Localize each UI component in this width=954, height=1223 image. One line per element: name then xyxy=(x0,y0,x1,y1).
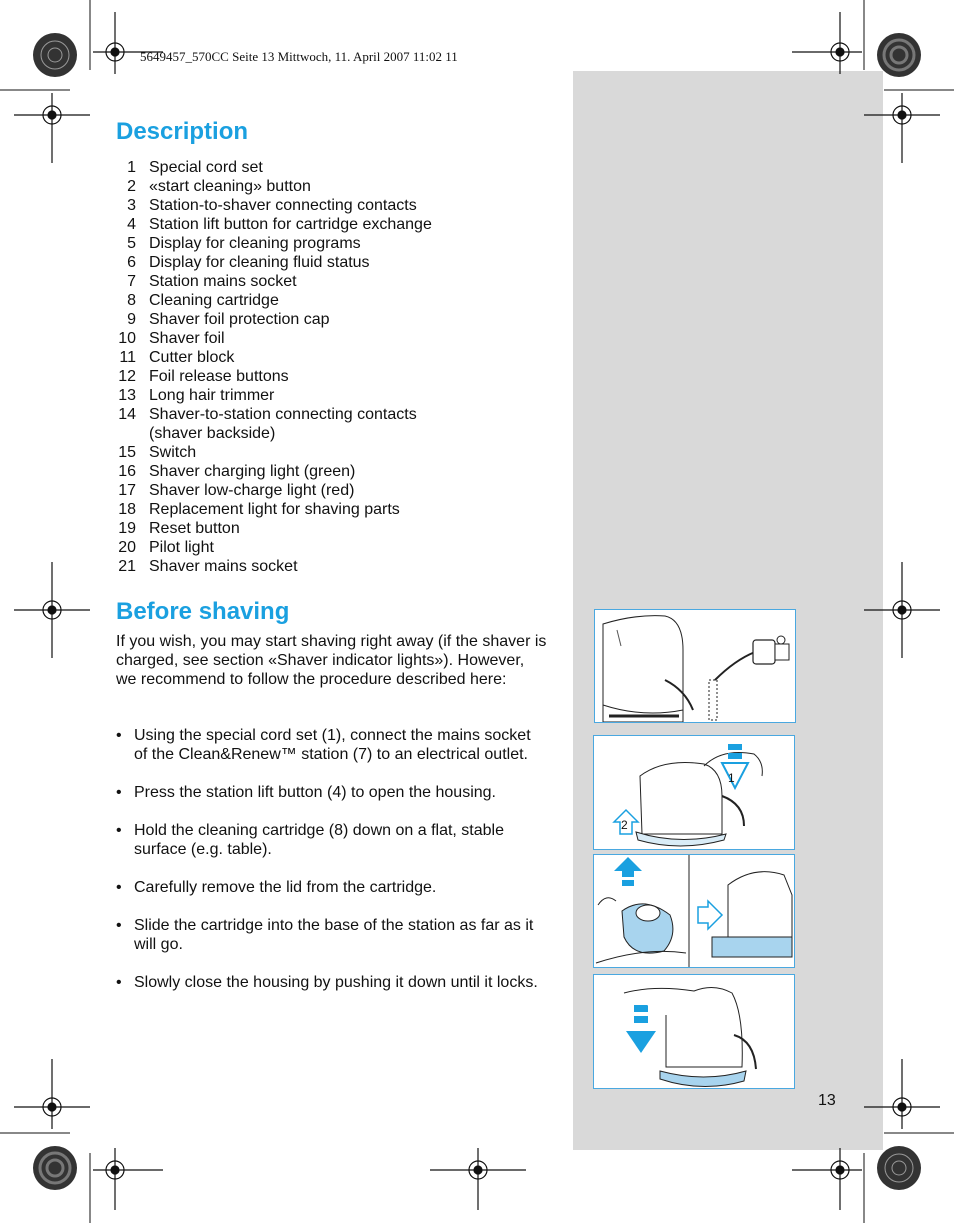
part-label: Shaver foil xyxy=(149,330,225,347)
step-text: Press the station lift button (4) to open the housing. xyxy=(134,784,496,801)
part-label: Shaver low-charge light (red) xyxy=(149,482,355,499)
part-item xyxy=(116,177,469,196)
figure-cord-connection xyxy=(594,609,796,723)
step-text: Using the special cord set (1), connect the mains socket of the Clean&Renew™ station (7) to an electrical outlet. xyxy=(134,727,531,763)
figure-label-1: 1 xyxy=(728,771,735,785)
part-number: 14 xyxy=(118,406,136,423)
part-label: Reset button xyxy=(149,520,240,537)
figure-label-2: 2 xyxy=(621,818,628,832)
part-label: Replacement light for shaving parts xyxy=(149,501,400,518)
bullet-icon: • xyxy=(116,974,122,991)
parts-list xyxy=(116,158,469,576)
steps-list xyxy=(116,726,548,1011)
bullet-icon: • xyxy=(116,727,122,744)
part-item xyxy=(116,310,469,329)
part-item xyxy=(116,519,469,538)
part-number: 20 xyxy=(118,539,136,556)
part-item xyxy=(116,538,469,557)
part-number: 8 xyxy=(127,292,136,309)
part-label: Shaver-to-station connecting contacts (shaver backside) xyxy=(149,406,417,442)
bullet-icon: • xyxy=(116,784,122,801)
step-text: Slowly close the housing by pushing it down until it locks. xyxy=(134,974,538,991)
step-item xyxy=(116,783,548,802)
intro-paragraph: If you wish, you may start shaving right away (if the shaver is charged, see section «Shaver indicator lights»). However, we recommend to follow the procedure described here: xyxy=(116,633,547,688)
part-item xyxy=(116,405,469,443)
part-number: 9 xyxy=(127,311,136,328)
part-label: Pilot light xyxy=(149,539,214,556)
part-item xyxy=(116,196,469,215)
part-number: 16 xyxy=(118,463,136,480)
part-number: 1 xyxy=(127,159,136,176)
step-item xyxy=(116,973,548,992)
figure-cartridge-insert xyxy=(593,854,795,968)
print-slug: 5649457_570CC Seite 13 Mittwoch, 11. April 2007 11:02 11 xyxy=(140,49,458,64)
part-item xyxy=(116,462,469,481)
figure-close-housing xyxy=(593,974,795,1089)
part-number: 12 xyxy=(118,368,136,385)
part-item xyxy=(116,386,469,405)
part-label: Cutter block xyxy=(149,349,235,366)
step-item xyxy=(116,916,548,954)
part-label: Station mains socket xyxy=(149,273,297,290)
part-item xyxy=(116,272,469,291)
part-item xyxy=(116,291,469,310)
part-label: Display for cleaning programs xyxy=(149,235,361,252)
part-item xyxy=(116,367,469,386)
part-label: Shaver charging light (green) xyxy=(149,463,356,480)
part-item xyxy=(116,329,469,348)
part-label: Switch xyxy=(149,444,197,461)
part-label: «start cleaning» button xyxy=(149,178,311,195)
part-number: 6 xyxy=(127,254,136,271)
part-number: 17 xyxy=(118,482,136,499)
part-number: 21 xyxy=(118,558,136,575)
part-number: 5 xyxy=(127,235,136,252)
before-shaving-heading: Before shaving xyxy=(116,598,290,625)
step-text: Hold the cleaning cartridge (8) down on a flat, stable surface (e.g. table). xyxy=(134,822,504,858)
part-item xyxy=(116,234,469,253)
step-item xyxy=(116,878,548,897)
part-label: Shaver foil protection cap xyxy=(149,311,330,328)
part-label: Station-to-shaver connecting contacts xyxy=(149,197,417,214)
part-number: 3 xyxy=(127,197,136,214)
step-item xyxy=(116,821,548,859)
part-item xyxy=(116,443,469,462)
part-item xyxy=(116,348,469,367)
step-text: Carefully remove the lid from the cartridge. xyxy=(134,879,437,896)
part-item xyxy=(116,481,469,500)
part-item xyxy=(116,557,469,576)
part-label: Foil release buttons xyxy=(149,368,289,385)
part-label: Special cord set xyxy=(149,159,263,176)
part-label: Display for cleaning fluid status xyxy=(149,254,370,271)
part-label: Long hair trimmer xyxy=(149,387,275,404)
part-item xyxy=(116,500,469,519)
part-number: 10 xyxy=(118,330,136,347)
part-item xyxy=(116,253,469,272)
part-label: Cleaning cartridge xyxy=(149,292,279,309)
description-heading: Description xyxy=(116,118,249,145)
step-item xyxy=(116,726,548,764)
bullet-icon: • xyxy=(116,822,122,839)
part-number: 13 xyxy=(118,387,136,404)
part-number: 2 xyxy=(127,178,136,195)
part-label: Shaver mains socket xyxy=(149,558,298,575)
part-number: 4 xyxy=(127,216,136,233)
step-text: Slide the cartridge into the base of the station as far as it will go. xyxy=(134,917,534,953)
part-number: 15 xyxy=(118,444,136,461)
figure-lift-button xyxy=(593,735,795,850)
part-item xyxy=(116,215,469,234)
bullet-icon: • xyxy=(116,917,122,934)
part-number: 19 xyxy=(118,520,136,537)
part-item xyxy=(116,158,469,177)
part-number: 11 xyxy=(119,349,136,366)
part-label: Station lift button for cartridge exchange xyxy=(149,216,432,233)
part-number: 7 xyxy=(127,273,136,290)
page-number: 13 xyxy=(818,1092,836,1109)
bullet-icon: • xyxy=(116,879,122,896)
part-number: 18 xyxy=(118,501,136,518)
